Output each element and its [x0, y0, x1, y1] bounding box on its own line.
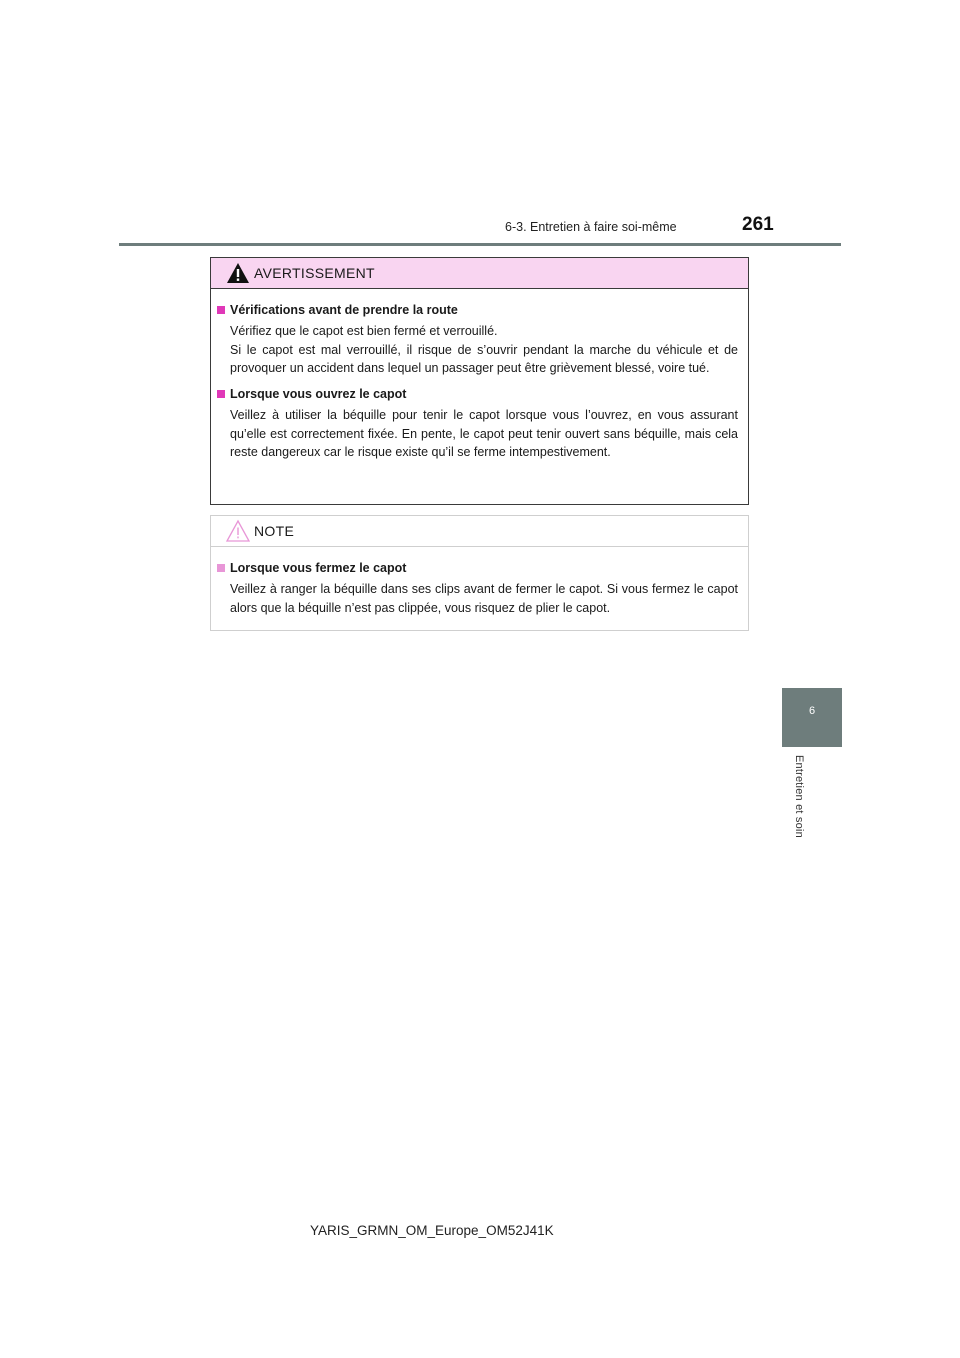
warning-item-heading: [217, 301, 738, 319]
note-item-heading-text: Lorsque vous fermez le capot: [230, 561, 407, 575]
warning-title: AVERTISSEMENT: [254, 265, 375, 281]
header-section-title: 6-3. Entretien à faire soi-même: [505, 220, 677, 234]
chapter-number: 6: [808, 705, 816, 717]
note-box: [210, 515, 749, 631]
note-box-header: [211, 516, 748, 547]
footer-document-code: YARIS_GRMN_OM_Europe_OM52J41K: [310, 1223, 554, 1238]
warning-item-text: [217, 406, 738, 461]
bullet-square-icon: [217, 306, 225, 314]
warning-item: [217, 301, 738, 377]
note-item-text: [217, 580, 738, 617]
header-rule: [119, 243, 841, 246]
chapter-side-tab: [782, 688, 842, 747]
paragraph: Veillez à utiliser la béquille pour tenir le capot lorsque vous l’ouvrez, en vous assurant qu’elle est correctement fixée. En pente, le capot peut tenir ouvert sans béquille, mais cela reste dangereux car le risque existe qu’il se ferme intempestivement.: [230, 408, 738, 460]
warning-box: [210, 257, 749, 505]
warning-box-header: [211, 258, 748, 289]
paragraph: Si le capot est mal verrouillé, il risque de s’ouvrir pendant la marche du véhicule et de provoquer un accident dans lequel un passager peut être grièvement blessé, voire tué.: [230, 342, 738, 375]
warning-item-heading-text: Lorsque vous ouvrez le capot: [230, 387, 407, 402]
paragraph: Vérifiez que le capot est bien fermé et verrouillé.: [230, 324, 498, 339]
warning-triangle-icon: [225, 261, 251, 285]
note-body: [211, 547, 748, 617]
note-item-heading: [217, 559, 738, 577]
paragraph: Veillez à ranger la béquille dans ses clips avant de fermer le capot. Si vous fermez le capot alors que la béquille n’est pas clippée, vous risquez de plier le capot.: [230, 582, 738, 615]
bullet-square-icon: [217, 564, 225, 572]
note-title: NOTE: [254, 523, 295, 539]
chapter-label: Entretien et soin: [793, 755, 805, 838]
caution-triangle-icon: [225, 519, 251, 543]
page-number: 261: [742, 214, 774, 235]
warning-body: [211, 289, 748, 461]
note-item: [217, 559, 738, 617]
warning-item-heading: [217, 385, 738, 403]
bullet-square-icon: [217, 390, 225, 398]
warning-item-text: [217, 322, 738, 377]
warning-item: [217, 385, 738, 461]
warning-item-heading-text: Vérifications avant de prendre la route: [230, 303, 458, 317]
